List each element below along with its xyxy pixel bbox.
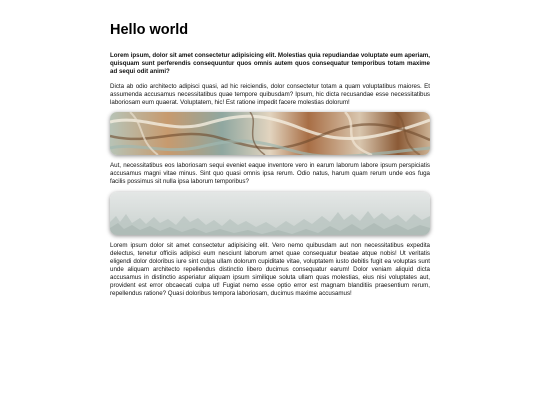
forest-image — [110, 192, 430, 235]
article — [110, 22, 430, 298]
misty-forest-graphic — [110, 192, 430, 235]
paragraph-2: Aut, necessitatibus eos laboriosam sequi eveniet eaque inventore vero in earum laborum labore ipsum perspiciatis accusamus magni vitae minus. Sint quo quasi omnis ipsa rerum. Odio natus, harum quam rerum unde eos fuga facilis possimus sit nulla ipsa laborum temporibus? — [110, 162, 430, 186]
paragraph-1: Dicta ab odio architecto adipisci quasi, ad hic reiciendis, dolor consectetur totam a quam voluptatibus maiores. Et assumenda accusamus necessitatibus quae tempore quibusdam? Ipsum, hic dicta recusandae esse necessitatibus laboriosam eum quaerat. Voluptatem, hic! Est ratione impedit facere molestias dolorum! — [110, 82, 430, 106]
lead-paragraph: Lorem ipsum, dolor sit amet consectetur adipisicing elit. Molestias quia repudiandae voluptate eum aperiam, quisquam sunt perferendis consequuntur quos omnis autem quos consequatur temporibus totam maxime ad sequi odit animi? — [110, 52, 430, 75]
marble-image — [110, 112, 430, 155]
paragraph-3: Lorem ipsum dolor sit amet consectetur adipisicing elit. Vero nemo quibusdam aut non necessitatibus expedita delectus, tenetur officiis adipisci eum nesciunt laborum amet quae consequatur beatae atque nobis! Ut veritatis eligendi dolor doloribus iure sint culpa ullam dolorum cupiditate vitae, voluptatem iusto debitis fugit ea voluptas sunt unde aliquam architecto repellendus distinctio libero ducimus consequatur earum! Dolor veniam aliquid dicta accusamus in distinctio asperiatur aliquam ipsum similique soluta ullam quas molestias, eius nisi voluptates aut, provident est error obcaecati culpa ut! Fugiat nemo esse optio error est magnam blanditiis praesentium rerum, repellendus ratione? Quasi doloribus tempora laboriosam, ducimus maxime accusamus! — [110, 242, 430, 297]
marble-texture-graphic — [110, 112, 430, 155]
page-title: Hello world — [110, 22, 189, 38]
